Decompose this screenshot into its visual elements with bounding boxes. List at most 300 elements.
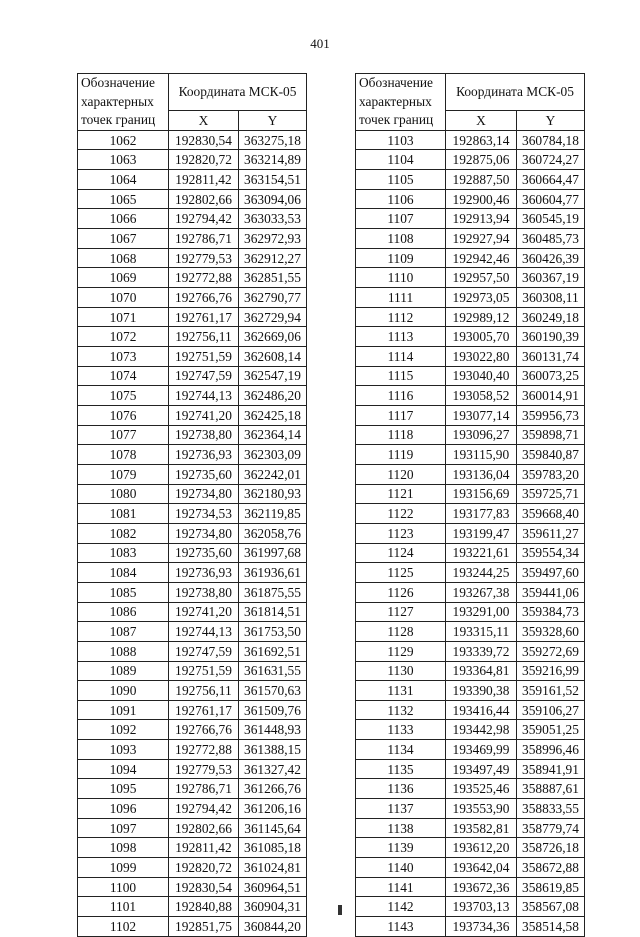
x-coordinate-cell: 192734,80: [169, 484, 239, 504]
header-designation: Обозначение характерных точек границ: [356, 74, 446, 131]
table-row: [356, 622, 585, 642]
x-coordinate-cell: 192927,94: [446, 229, 517, 249]
point-number-cell: 1095: [78, 779, 169, 799]
point-number-cell: 1064: [78, 170, 169, 190]
x-coordinate-cell: 193096,27: [446, 425, 517, 445]
x-coordinate-cell: 192747,59: [169, 366, 239, 386]
point-number-cell: 1094: [78, 759, 169, 779]
table-row: [356, 268, 585, 288]
table-row: [78, 268, 307, 288]
table-row: [356, 779, 585, 799]
point-number-cell: 1099: [78, 858, 169, 878]
point-number-cell: 1139: [356, 838, 446, 858]
x-coordinate-cell: 193612,20: [446, 838, 517, 858]
header-coordinate: Координата МСК-05: [169, 74, 307, 111]
y-coordinate-cell: 363154,51: [239, 170, 307, 190]
point-number-cell: 1108: [356, 229, 446, 249]
x-coordinate-cell: 193291,00: [446, 602, 517, 622]
table-row: [78, 641, 307, 661]
point-number-cell: 1075: [78, 386, 169, 406]
x-coordinate-cell: 192736,93: [169, 445, 239, 465]
y-coordinate-cell: 363094,06: [239, 189, 307, 209]
point-number-cell: 1084: [78, 563, 169, 583]
point-number-cell: 1076: [78, 405, 169, 425]
table-row: [78, 740, 307, 760]
table-row: [78, 917, 307, 937]
scan-mark: [338, 905, 342, 915]
point-number-cell: 1078: [78, 445, 169, 465]
y-coordinate-cell: 362486,20: [239, 386, 307, 406]
point-number-cell: 1069: [78, 268, 169, 288]
x-coordinate-cell: 192772,88: [169, 268, 239, 288]
x-coordinate-cell: 192751,59: [169, 661, 239, 681]
x-coordinate-cell: 192887,50: [446, 170, 517, 190]
point-number-cell: 1120: [356, 464, 446, 484]
point-number-cell: 1110: [356, 268, 446, 288]
point-number-cell: 1116: [356, 386, 446, 406]
y-coordinate-cell: 358941,91: [517, 759, 585, 779]
y-coordinate-cell: 359161,52: [517, 681, 585, 701]
x-coordinate-cell: 192766,76: [169, 720, 239, 740]
point-number-cell: 1104: [356, 150, 446, 170]
y-coordinate-cell: 362851,55: [239, 268, 307, 288]
x-coordinate-cell: 193642,04: [446, 858, 517, 878]
table-row: [78, 405, 307, 425]
x-coordinate-cell: 193339,72: [446, 641, 517, 661]
y-coordinate-cell: 361448,93: [239, 720, 307, 740]
table-row: [356, 917, 585, 937]
table-row: [356, 425, 585, 445]
table-row: [356, 209, 585, 229]
x-coordinate-cell: 192736,93: [169, 563, 239, 583]
table-row: [356, 543, 585, 563]
table-row: [78, 582, 307, 602]
table-row: [78, 661, 307, 681]
y-coordinate-cell: 361570,63: [239, 681, 307, 701]
y-coordinate-cell: 361692,51: [239, 641, 307, 661]
x-coordinate-cell: 192779,53: [169, 759, 239, 779]
y-coordinate-cell: 358672,88: [517, 858, 585, 878]
point-number-cell: 1097: [78, 818, 169, 838]
x-coordinate-cell: 193005,70: [446, 327, 517, 347]
table-row: [356, 582, 585, 602]
x-coordinate-cell: 192741,20: [169, 405, 239, 425]
x-coordinate-cell: 192766,76: [169, 288, 239, 308]
y-coordinate-cell: 360604,77: [517, 189, 585, 209]
table-row: [78, 150, 307, 170]
table-row: [356, 130, 585, 150]
x-coordinate-cell: 192772,88: [169, 740, 239, 760]
table-row: [356, 720, 585, 740]
table-row: [78, 130, 307, 150]
point-number-cell: 1118: [356, 425, 446, 445]
y-coordinate-cell: 361388,15: [239, 740, 307, 760]
y-coordinate-cell: 359106,27: [517, 700, 585, 720]
x-coordinate-cell: 192863,14: [446, 130, 517, 150]
y-coordinate-cell: 361024,81: [239, 858, 307, 878]
point-number-cell: 1127: [356, 602, 446, 622]
y-coordinate-cell: 358567,08: [517, 897, 585, 917]
y-coordinate-cell: 362425,18: [239, 405, 307, 425]
table-row: [78, 877, 307, 897]
x-coordinate-cell: 193177,83: [446, 504, 517, 524]
x-coordinate-cell: 193497,49: [446, 759, 517, 779]
point-number-cell: 1105: [356, 170, 446, 190]
y-coordinate-cell: 361997,68: [239, 543, 307, 563]
table-row: [356, 464, 585, 484]
y-coordinate-cell: 360426,39: [517, 248, 585, 268]
x-coordinate-cell: 192786,71: [169, 779, 239, 799]
point-number-cell: 1132: [356, 700, 446, 720]
x-coordinate-cell: 193582,81: [446, 818, 517, 838]
x-coordinate-cell: 193267,38: [446, 582, 517, 602]
table-row: [356, 700, 585, 720]
point-number-cell: 1142: [356, 897, 446, 917]
table-row: [356, 759, 585, 779]
point-number-cell: 1079: [78, 464, 169, 484]
y-coordinate-cell: 361753,50: [239, 622, 307, 642]
y-coordinate-cell: 359668,40: [517, 504, 585, 524]
y-coordinate-cell: 363214,89: [239, 150, 307, 170]
table-row: [356, 818, 585, 838]
point-number-cell: 1131: [356, 681, 446, 701]
table-row: [78, 504, 307, 524]
point-number-cell: 1117: [356, 405, 446, 425]
point-number-cell: 1109: [356, 248, 446, 268]
y-coordinate-cell: 359956,73: [517, 405, 585, 425]
x-coordinate-cell: 192794,42: [169, 209, 239, 229]
table-row: [356, 897, 585, 917]
table-row: [78, 759, 307, 779]
table-row: [356, 681, 585, 701]
y-coordinate-cell: 359554,34: [517, 543, 585, 563]
table-row: [356, 602, 585, 622]
table-row: [356, 740, 585, 760]
table-row: [78, 170, 307, 190]
point-number-cell: 1123: [356, 523, 446, 543]
x-coordinate-cell: 192913,94: [446, 209, 517, 229]
y-coordinate-cell: 362912,27: [239, 248, 307, 268]
x-coordinate-cell: 193364,81: [446, 661, 517, 681]
table-row: [356, 307, 585, 327]
point-number-cell: 1093: [78, 740, 169, 760]
point-number-cell: 1088: [78, 641, 169, 661]
x-coordinate-cell: 192830,54: [169, 877, 239, 897]
point-number-cell: 1086: [78, 602, 169, 622]
y-coordinate-cell: 359611,27: [517, 523, 585, 543]
header-coordinate: Координата МСК-05: [446, 74, 585, 111]
x-coordinate-cell: 192756,11: [169, 327, 239, 347]
point-number-cell: 1106: [356, 189, 446, 209]
x-coordinate-cell: 192786,71: [169, 229, 239, 249]
y-coordinate-cell: 360308,11: [517, 288, 585, 308]
point-number-cell: 1121: [356, 484, 446, 504]
y-coordinate-cell: 361266,76: [239, 779, 307, 799]
y-coordinate-cell: 361145,64: [239, 818, 307, 838]
y-coordinate-cell: 360014,91: [517, 386, 585, 406]
table-row: [78, 838, 307, 858]
point-number-cell: 1085: [78, 582, 169, 602]
x-coordinate-cell: 193058,52: [446, 386, 517, 406]
point-number-cell: 1102: [78, 917, 169, 937]
y-coordinate-cell: 362729,94: [239, 307, 307, 327]
x-coordinate-cell: 192756,11: [169, 681, 239, 701]
y-coordinate-cell: 362180,93: [239, 484, 307, 504]
table-row: [78, 563, 307, 583]
point-number-cell: 1066: [78, 209, 169, 229]
x-coordinate-cell: 193040,40: [446, 366, 517, 386]
x-coordinate-cell: 192802,66: [169, 818, 239, 838]
table-row: [78, 327, 307, 347]
point-number-cell: 1128: [356, 622, 446, 642]
page-number: 401: [310, 36, 330, 51]
y-coordinate-cell: 360724,27: [517, 150, 585, 170]
point-number-cell: 1096: [78, 799, 169, 819]
x-coordinate-cell: 192744,13: [169, 386, 239, 406]
point-number-cell: 1070: [78, 288, 169, 308]
table-row: [356, 523, 585, 543]
x-coordinate-cell: 192811,42: [169, 170, 239, 190]
point-number-cell: 1077: [78, 425, 169, 445]
table-row: [356, 366, 585, 386]
point-number-cell: 1063: [78, 150, 169, 170]
table-row: [78, 779, 307, 799]
point-number-cell: 1092: [78, 720, 169, 740]
y-coordinate-cell: 360664,47: [517, 170, 585, 190]
x-coordinate-cell: 193199,47: [446, 523, 517, 543]
table-row: [78, 307, 307, 327]
point-number-cell: 1082: [78, 523, 169, 543]
y-coordinate-cell: 359051,25: [517, 720, 585, 740]
table-row: [356, 484, 585, 504]
point-number-cell: 1087: [78, 622, 169, 642]
y-coordinate-cell: 359328,60: [517, 622, 585, 642]
point-number-cell: 1071: [78, 307, 169, 327]
table-row: [356, 799, 585, 819]
table-row: [78, 288, 307, 308]
y-coordinate-cell: 360485,73: [517, 229, 585, 249]
table-row: [78, 622, 307, 642]
table-row: [356, 347, 585, 367]
x-coordinate-cell: 192802,66: [169, 189, 239, 209]
point-number-cell: 1083: [78, 543, 169, 563]
table-row: [78, 523, 307, 543]
y-coordinate-cell: 359497,60: [517, 563, 585, 583]
point-number-cell: 1130: [356, 661, 446, 681]
y-coordinate-cell: 360545,19: [517, 209, 585, 229]
y-coordinate-cell: 358833,55: [517, 799, 585, 819]
x-coordinate-cell: 192747,59: [169, 641, 239, 661]
y-coordinate-cell: 362790,77: [239, 288, 307, 308]
y-coordinate-cell: 361936,61: [239, 563, 307, 583]
x-coordinate-cell: 192989,12: [446, 307, 517, 327]
point-number-cell: 1103: [356, 130, 446, 150]
y-coordinate-cell: 362547,19: [239, 366, 307, 386]
x-coordinate-cell: 192957,50: [446, 268, 517, 288]
point-number-cell: 1081: [78, 504, 169, 524]
point-number-cell: 1143: [356, 917, 446, 937]
y-coordinate-cell: 362119,85: [239, 504, 307, 524]
y-coordinate-cell: 359272,69: [517, 641, 585, 661]
y-coordinate-cell: 358779,74: [517, 818, 585, 838]
coordinates-table-left: [77, 73, 307, 937]
y-coordinate-cell: 360964,51: [239, 877, 307, 897]
x-coordinate-cell: 193672,36: [446, 877, 517, 897]
x-coordinate-cell: 193469,99: [446, 740, 517, 760]
table-row: [356, 248, 585, 268]
point-number-cell: 1098: [78, 838, 169, 858]
y-coordinate-cell: 360131,74: [517, 347, 585, 367]
x-coordinate-cell: 192973,05: [446, 288, 517, 308]
y-coordinate-cell: 363033,53: [239, 209, 307, 229]
point-number-cell: 1112: [356, 307, 446, 327]
y-coordinate-cell: 359441,06: [517, 582, 585, 602]
x-coordinate-cell: 192735,60: [169, 543, 239, 563]
y-coordinate-cell: 362972,93: [239, 229, 307, 249]
table-row: [78, 484, 307, 504]
table-row: [78, 720, 307, 740]
x-coordinate-cell: 193136,04: [446, 464, 517, 484]
y-coordinate-cell: 362608,14: [239, 347, 307, 367]
table-row: [78, 464, 307, 484]
table-row: [78, 386, 307, 406]
y-coordinate-cell: 362303,09: [239, 445, 307, 465]
point-number-cell: 1135: [356, 759, 446, 779]
header-designation: Обозначение характерных точек границ: [78, 74, 169, 131]
y-coordinate-cell: 361327,42: [239, 759, 307, 779]
point-number-cell: 1065: [78, 189, 169, 209]
x-coordinate-cell: 193315,11: [446, 622, 517, 642]
table-row: [356, 661, 585, 681]
x-coordinate-cell: 192794,42: [169, 799, 239, 819]
x-coordinate-cell: 193221,61: [446, 543, 517, 563]
table-row: [356, 170, 585, 190]
table-row: [78, 445, 307, 465]
point-number-cell: 1062: [78, 130, 169, 150]
table-row: [78, 858, 307, 878]
header-y: Y: [239, 111, 307, 131]
x-coordinate-cell: 192811,42: [169, 838, 239, 858]
point-number-cell: 1125: [356, 563, 446, 583]
x-coordinate-cell: 192744,13: [169, 622, 239, 642]
point-number-cell: 1140: [356, 858, 446, 878]
point-number-cell: 1068: [78, 248, 169, 268]
point-number-cell: 1067: [78, 229, 169, 249]
y-coordinate-cell: 360073,25: [517, 366, 585, 386]
table-row: [78, 229, 307, 249]
point-number-cell: 1122: [356, 504, 446, 524]
y-coordinate-cell: 359840,87: [517, 445, 585, 465]
x-coordinate-cell: 193525,46: [446, 779, 517, 799]
table-row: [78, 248, 307, 268]
y-coordinate-cell: 359783,20: [517, 464, 585, 484]
x-coordinate-cell: 193022,80: [446, 347, 517, 367]
point-number-cell: 1107: [356, 209, 446, 229]
point-number-cell: 1136: [356, 779, 446, 799]
point-number-cell: 1090: [78, 681, 169, 701]
table-row: [78, 209, 307, 229]
point-number-cell: 1089: [78, 661, 169, 681]
point-number-cell: 1115: [356, 366, 446, 386]
point-number-cell: 1073: [78, 347, 169, 367]
header-x: X: [169, 111, 239, 131]
table-row: [78, 818, 307, 838]
table-body-left: [78, 130, 307, 936]
table-row: [78, 366, 307, 386]
point-number-cell: 1100: [78, 877, 169, 897]
table-row: [78, 681, 307, 701]
table-row: [356, 229, 585, 249]
x-coordinate-cell: 193553,90: [446, 799, 517, 819]
table-row: [78, 602, 307, 622]
y-coordinate-cell: 360249,18: [517, 307, 585, 327]
table-row: [78, 897, 307, 917]
table-row: [356, 563, 585, 583]
y-coordinate-cell: 360367,19: [517, 268, 585, 288]
x-coordinate-cell: 193442,98: [446, 720, 517, 740]
point-number-cell: 1124: [356, 543, 446, 563]
table-row: [356, 288, 585, 308]
point-number-cell: 1101: [78, 897, 169, 917]
x-coordinate-cell: 192761,17: [169, 700, 239, 720]
x-coordinate-cell: 193390,38: [446, 681, 517, 701]
table-row: [356, 838, 585, 858]
table-row: [356, 405, 585, 425]
y-coordinate-cell: 359384,73: [517, 602, 585, 622]
table-row: [356, 445, 585, 465]
table-row: [356, 877, 585, 897]
x-coordinate-cell: 192851,75: [169, 917, 239, 937]
point-number-cell: 1141: [356, 877, 446, 897]
y-coordinate-cell: 359898,71: [517, 425, 585, 445]
x-coordinate-cell: 192738,80: [169, 425, 239, 445]
x-coordinate-cell: 193077,14: [446, 405, 517, 425]
x-coordinate-cell: 192735,60: [169, 464, 239, 484]
point-number-cell: 1126: [356, 582, 446, 602]
y-coordinate-cell: 359725,71: [517, 484, 585, 504]
y-coordinate-cell: 361814,51: [239, 602, 307, 622]
table-row: [356, 504, 585, 524]
y-coordinate-cell: 361206,16: [239, 799, 307, 819]
x-coordinate-cell: 192900,46: [446, 189, 517, 209]
point-number-cell: 1072: [78, 327, 169, 347]
header-y: Y: [517, 111, 585, 131]
x-coordinate-cell: 192875,06: [446, 150, 517, 170]
x-coordinate-cell: 192840,88: [169, 897, 239, 917]
point-number-cell: 1134: [356, 740, 446, 760]
x-coordinate-cell: 193703,13: [446, 897, 517, 917]
x-coordinate-cell: 193156,69: [446, 484, 517, 504]
x-coordinate-cell: 193416,44: [446, 700, 517, 720]
x-coordinate-cell: 192761,17: [169, 307, 239, 327]
x-coordinate-cell: 192734,53: [169, 504, 239, 524]
y-coordinate-cell: 358726,18: [517, 838, 585, 858]
point-number-cell: 1080: [78, 484, 169, 504]
y-coordinate-cell: 361085,18: [239, 838, 307, 858]
table-row: [356, 858, 585, 878]
x-coordinate-cell: 192942,46: [446, 248, 517, 268]
point-number-cell: 1091: [78, 700, 169, 720]
y-coordinate-cell: 360904,31: [239, 897, 307, 917]
table-row: [78, 189, 307, 209]
x-coordinate-cell: 193115,90: [446, 445, 517, 465]
y-coordinate-cell: 361631,55: [239, 661, 307, 681]
x-coordinate-cell: 192820,72: [169, 150, 239, 170]
table-row: [78, 425, 307, 445]
x-coordinate-cell: 192830,54: [169, 130, 239, 150]
y-coordinate-cell: 361875,55: [239, 582, 307, 602]
y-coordinate-cell: 362669,06: [239, 327, 307, 347]
